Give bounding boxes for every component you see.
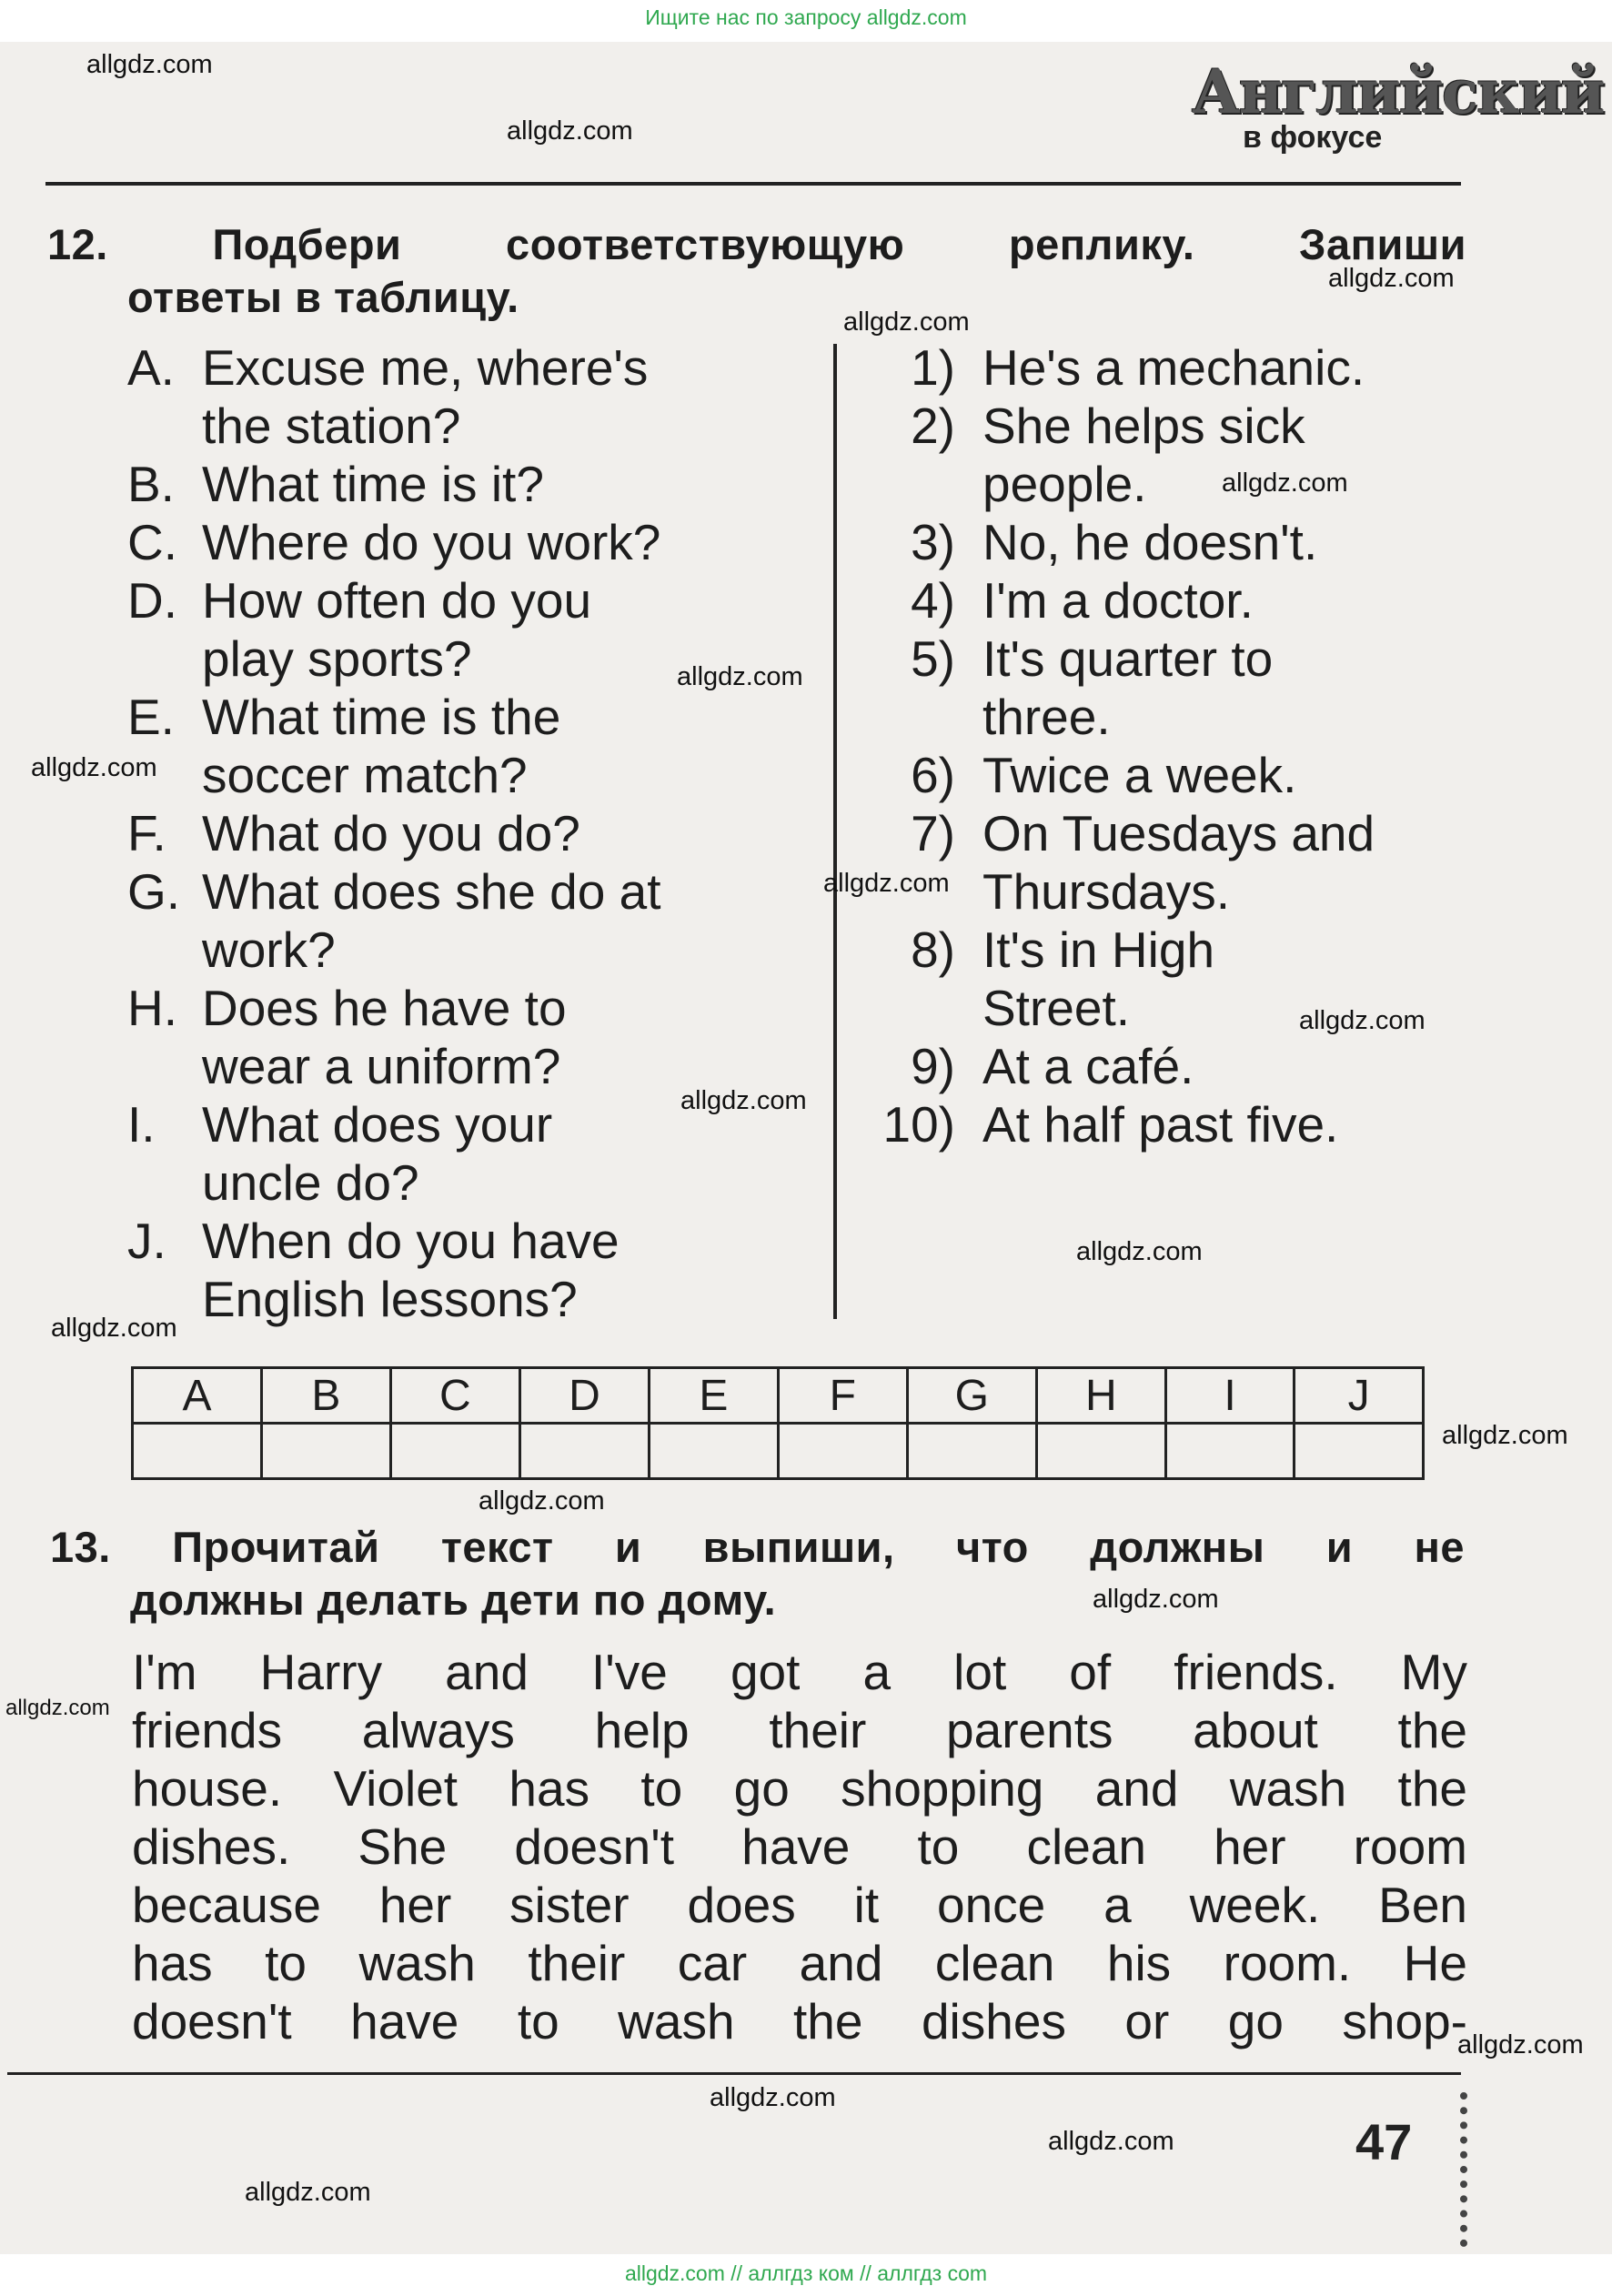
bottom-rule	[7, 2072, 1461, 2075]
watermark: allgdz.com	[1076, 1237, 1203, 1266]
book-logo	[1192, 56, 1604, 156]
question-letter: E.	[127, 689, 175, 745]
text-line: has to wash their car and clean his room. He	[132, 1935, 1467, 1991]
question-letter: A.	[127, 339, 175, 396]
question-text: When do you have	[202, 1213, 620, 1269]
grid-header-cell: D	[519, 1368, 649, 1424]
question-7-line-2	[127, 921, 336, 979]
logo-subtitle: в фокусе	[1243, 120, 1383, 155]
answer-text: I'm a doctor.	[982, 572, 1254, 629]
watermark: allgdz.com	[1222, 468, 1348, 498]
grid-answer-cell[interactable]	[261, 1424, 390, 1479]
grid-header-cell: J	[1295, 1368, 1424, 1424]
answer-7-line-1	[835, 804, 1375, 862]
answer-2-line-2	[835, 455, 1146, 513]
answer-number: 10)	[882, 1096, 955, 1153]
grid-answer-cell[interactable]	[907, 1424, 1036, 1479]
question-text: the station?	[202, 398, 461, 454]
answer-number: 1)	[911, 339, 955, 396]
question-letter: I.	[127, 1096, 156, 1153]
question-5-line-2	[127, 746, 528, 804]
answer-5-line-2	[835, 688, 1111, 746]
grid-header-cell: C	[390, 1368, 519, 1424]
question-8-line-1	[127, 979, 567, 1037]
grid-header-cell: B	[261, 1368, 390, 1424]
answer-number: 4)	[911, 572, 955, 629]
watermark: allgdz.com	[1442, 1421, 1568, 1450]
question-1-line-2	[127, 397, 460, 455]
answer-text: He's a mechanic.	[982, 339, 1365, 396]
question-letter: G.	[127, 863, 181, 920]
question-letter: H.	[127, 980, 177, 1036]
answer-text: people.	[982, 456, 1147, 512]
watermark: allgdz.com	[1299, 1006, 1426, 1035]
watermark: allgdz.com	[51, 1314, 177, 1343]
grid-answer-cell[interactable]	[778, 1424, 907, 1479]
grid-answer-cell[interactable]	[133, 1424, 262, 1479]
question-letter: F.	[127, 805, 166, 861]
watermark: allgdz.com	[31, 753, 157, 782]
answer-number: 3)	[911, 514, 955, 570]
question-4-line-2	[127, 629, 472, 688]
answer-5-line-1	[835, 629, 1273, 688]
task12-title-line1: 12. Подбери соответствующую реплику. Запиши	[47, 220, 1466, 268]
question-text: work?	[202, 921, 336, 978]
text-line: dishes. She doesn't have to clean her room	[132, 1818, 1467, 1875]
question-text: English lessons?	[202, 1271, 578, 1327]
question-text: play sports?	[202, 630, 472, 687]
page-number: 47	[1355, 2113, 1413, 2170]
question-1-line-1	[127, 338, 648, 397]
text-line: friends always help their parents about the	[132, 1702, 1467, 1758]
question-letter: C.	[127, 514, 177, 570]
grid-answer-cell[interactable]	[390, 1424, 519, 1479]
answer-3-line-1	[835, 513, 1317, 571]
grid-header-cell: E	[649, 1368, 778, 1424]
question-text: soccer match?	[202, 747, 528, 803]
task13-text	[132, 1643, 1467, 2050]
question-text: What time is it?	[202, 456, 544, 512]
answer-8-line-2	[835, 979, 1130, 1037]
question-2-line-1	[127, 455, 544, 513]
grid-header-cell: I	[1165, 1368, 1294, 1424]
answer-number: 8)	[911, 921, 955, 978]
question-letter: J.	[127, 1213, 166, 1269]
watermark: allgdz.com	[479, 1486, 605, 1516]
question-text: Does he have to	[202, 980, 567, 1036]
question-7-line-1	[127, 862, 660, 921]
watermark: allgdz.com	[1328, 264, 1455, 293]
grid-answer-cell[interactable]	[649, 1424, 778, 1479]
answer-number: 7)	[911, 805, 955, 861]
question-8-line-2	[127, 1037, 560, 1095]
task13-title-line1: 13. Прочитай текст и выпиши, что должны и не	[50, 1523, 1465, 1571]
grid-header-cell: H	[1036, 1368, 1165, 1424]
grid-header-cell: G	[907, 1368, 1036, 1424]
answer-number: 9)	[911, 1038, 955, 1094]
answer-text: It's quarter to	[982, 630, 1274, 687]
question-6-line-1	[127, 804, 580, 862]
question-text: How often do you	[202, 572, 592, 629]
task12-title-line2: ответы в таблицу.	[127, 273, 519, 321]
watermark: allgdz.com	[677, 662, 803, 691]
question-letter: D.	[127, 572, 177, 629]
bottom-link-note: allgdz.com // аллгдз ком // аллгдз com	[624, 2261, 988, 2285]
watermark: allgdz.com	[1457, 2030, 1584, 2059]
answer-text: On Tuesdays and	[982, 805, 1375, 861]
logo-title: Английский	[1192, 56, 1604, 127]
watermark: allgdz.com	[5, 1696, 110, 1720]
answer-text: It's in High	[982, 921, 1215, 978]
grid-answer-cell[interactable]	[1036, 1424, 1165, 1479]
text-line: house. Violet has to go shopping and wash the	[132, 1760, 1467, 1817]
watermark: allgdz.com	[1093, 1585, 1219, 1614]
answer-4-line-1	[835, 571, 1254, 629]
watermark: allgdz.com	[1048, 2127, 1174, 2156]
grid-answer-cell[interactable]	[519, 1424, 649, 1479]
watermark: allgdz.com	[245, 2178, 371, 2207]
answer-8-line-1	[835, 921, 1214, 979]
answer-grid	[131, 1366, 1425, 1480]
question-4-line-1	[127, 571, 591, 629]
question-5-line-1	[127, 688, 560, 746]
grid-header-cell: A	[133, 1368, 262, 1424]
answer-number: 2)	[911, 398, 955, 454]
question-9-line-1	[127, 1095, 552, 1153]
question-10-line-1	[127, 1212, 620, 1270]
question-text: Where do you work?	[202, 514, 661, 570]
answer-number: 5)	[911, 630, 955, 687]
answer-text: No, he doesn't.	[982, 514, 1318, 570]
answer-text: three.	[982, 689, 1111, 745]
top-search-note: Ищите нас по запросу allgdz.com	[645, 5, 967, 29]
question-text: What does she do at	[202, 863, 661, 920]
answer-text: At half past five.	[982, 1096, 1339, 1153]
answer-text: Street.	[982, 980, 1131, 1036]
question-text: Excuse me, where's	[202, 339, 649, 396]
question-9-line-2	[127, 1153, 419, 1212]
answer-1-line-1	[835, 338, 1365, 397]
text-line: because her sister does it once a week. Ben	[132, 1877, 1467, 1933]
grid-answer-cell[interactable]	[1165, 1424, 1294, 1479]
answer-text: She helps sick	[982, 398, 1305, 454]
grid-answer-cell[interactable]	[1295, 1424, 1424, 1479]
question-3-line-1	[127, 513, 660, 571]
question-text: What do you do?	[202, 805, 580, 861]
watermark: allgdz.com	[710, 2083, 836, 2112]
answer-text: At a café.	[982, 1038, 1194, 1094]
watermark: allgdz.com	[823, 869, 950, 898]
watermark: allgdz.com	[507, 116, 633, 146]
question-letter: B.	[127, 456, 175, 512]
top-rule	[45, 182, 1461, 186]
answer-text: Twice a week.	[982, 747, 1297, 803]
watermark: allgdz.com	[680, 1086, 807, 1115]
text-line: I'm Harry and I've got a lot of friends. My	[132, 1644, 1467, 1700]
answer-10-line-1	[835, 1095, 1338, 1153]
grid-header-cell: F	[778, 1368, 907, 1424]
answer-text: Thursdays.	[982, 863, 1231, 920]
text-line: doesn't have to wash the dishes or go shop-	[132, 1993, 1467, 2049]
answer-6-line-1	[835, 746, 1296, 804]
question-text: uncle do?	[202, 1154, 419, 1211]
task13-title-line2: должны делать дети по дому.	[130, 1576, 777, 1624]
question-10-line-2	[127, 1270, 578, 1328]
question-text: wear a uniform?	[202, 1038, 561, 1094]
answer-2-line-1	[835, 397, 1305, 455]
watermark: allgdz.com	[86, 50, 213, 79]
answer-number: 6)	[911, 747, 955, 803]
watermark: allgdz.com	[843, 307, 970, 337]
margin-dots	[1460, 2092, 1476, 2247]
question-text: What time is the	[202, 689, 561, 745]
answer-9-line-1	[835, 1037, 1194, 1095]
question-text: What does your	[202, 1096, 553, 1153]
